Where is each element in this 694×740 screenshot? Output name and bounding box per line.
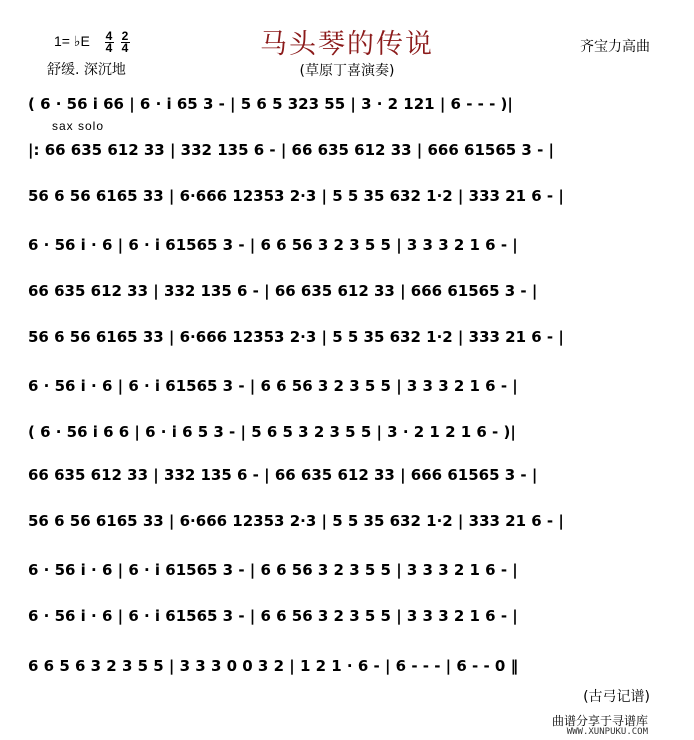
score-line-10: 56 6 56 6165 33 | 6·666 12353 2·3 | 5 5 35 632 1·2 | 333 21 6 - |: [28, 512, 564, 530]
time-sig-top: 4: [105, 29, 113, 43]
watermark-text: 曲谱分享于寻谱库: [551, 714, 648, 728]
score-line-1: ( 6 · 56 i 66 | 6 · i 65 3 - | 5 6 5 323 55 | 3 · 2 121 | 6 - - - )|: [28, 95, 513, 113]
score-line-3: 56 6 56 6165 33 | 6·666 12353 2·3 | 5 5 35 632 1·2 | 333 21 6 - |: [28, 187, 564, 205]
score-line-9: 66 635 612 33 | 332 135 6 - | 66 635 612 33 | 666 61565 3 - |: [28, 466, 538, 484]
watermark-url: WWW.XUNPUKU.COM: [566, 727, 648, 737]
time-sig-bottom: 4: [105, 41, 113, 55]
time-signature-2-4: [120, 31, 130, 54]
score-line-13: 6 6 5 6 3 2 3 5 5 | 3 3 3 0 0 3 2 | 1 2 1 · 6 - | 6 - - - | 6 - - 0 ‖: [28, 657, 519, 675]
key-signature: 1= ♭E: [54, 33, 90, 49]
time-signature-4-4: [104, 31, 114, 54]
score-line-6: 56 6 56 6165 33 | 6·666 12353 2·3 | 5 5 35 632 1·2 | 333 21 6 - |: [28, 328, 564, 346]
time-sig-bottom: 4: [121, 41, 129, 55]
time-sig-top: 2: [121, 29, 129, 43]
score-line-4: 6 · 56 i · 6 | 6 · i 61565 3 - | 6 6 56 3 2 3 5 5 | 3 3 3 2 1 6 - |: [28, 236, 518, 254]
page-title: 马头琴的传说: [260, 29, 434, 60]
score-line-8: ( 6 · 56 i 6 6 | 6 · i 6 5 3 - | 5 6 5 3 2 3 5 5 | 3 · 2 1 2 1 6 - )|: [28, 423, 516, 441]
performer-subtitle: (草原丁喜演奏): [299, 63, 395, 79]
score-line-12: 6 · 56 i · 6 | 6 · i 61565 3 - | 6 6 56 3 2 3 5 5 | 3 3 3 2 1 6 - |: [28, 607, 518, 625]
tempo-marking: 舒缓. 深沉地: [47, 62, 126, 78]
instrument-note: sax solo: [52, 119, 105, 133]
recorder-credit: (古弓记谱): [583, 689, 650, 705]
composer-credit: 齐宝力高曲: [580, 39, 650, 55]
score-line-2: |: 66 635 612 33 | 332 135 6 - | 66 635 612 33 | 666 61565 3 - |: [28, 141, 555, 159]
score-line-5: 66 635 612 33 | 332 135 6 - | 66 635 612 33 | 666 61565 3 - |: [28, 282, 538, 300]
score-line-11: 6 · 56 i · 6 | 6 · i 61565 3 - | 6 6 56 3 2 3 5 5 | 3 3 3 2 1 6 - |: [28, 561, 518, 579]
score-line-7: 6 · 56 i · 6 | 6 · i 61565 3 - | 6 6 56 3 2 3 5 5 | 3 3 3 2 1 6 - |: [28, 377, 518, 395]
